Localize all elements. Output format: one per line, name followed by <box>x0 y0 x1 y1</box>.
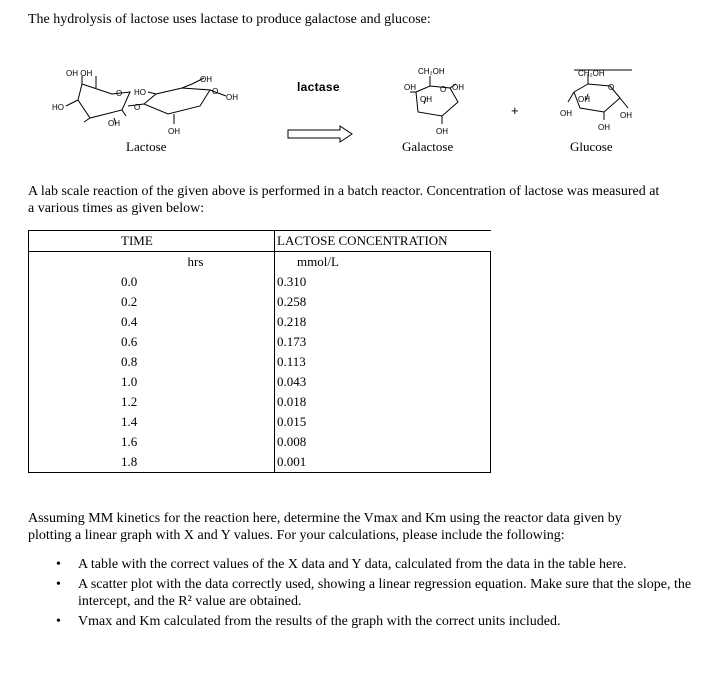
concentration-cell: 0.043 <box>277 374 307 389</box>
concentration-cell: 0.258 <box>277 294 307 309</box>
table-edge-cell <box>29 252 118 273</box>
lactose-structure <box>52 62 257 142</box>
time-cell: 1.4 <box>117 412 275 432</box>
table-edge-cell <box>359 312 491 332</box>
plus-sign: + <box>511 103 519 118</box>
lactose-oh-bottom2-label: OH <box>168 127 180 136</box>
table-edge-cell <box>29 452 118 473</box>
requirement-text: A scatter plot with the data correctly used, showing a linear regression equation. Make sure that the slope, the intercept, and the R² value are obtained. <box>78 577 692 609</box>
table-row <box>29 292 491 312</box>
table-edge-cell <box>359 372 491 392</box>
table-unit-row <box>29 252 491 273</box>
table-edge-cell <box>359 272 491 292</box>
glucose-oh-bottom-label: OH <box>598 123 610 132</box>
table-edge-cell <box>29 412 118 432</box>
time-cell: 0.0 <box>117 272 275 292</box>
concentration-cell: 0.018 <box>277 394 307 409</box>
time-cell: 1.6 <box>117 432 275 452</box>
description-paragraph: A lab scale reaction of the given above is performed in a batch reactor. Concentration of lactose was measured at a various times as given below: <box>28 184 660 216</box>
galactose-structure <box>396 64 476 136</box>
table-header-row <box>29 231 491 252</box>
table-row <box>29 312 491 332</box>
requirement-item <box>56 556 698 573</box>
table-row <box>29 372 491 392</box>
table-edge-cell <box>29 352 118 372</box>
concentration-cell: 0.001 <box>275 452 360 473</box>
time-cell: 0.8 <box>117 352 275 372</box>
table-row <box>29 392 491 412</box>
table-edge-cell <box>29 272 118 292</box>
lactose-ho-left-label: HO <box>52 103 64 112</box>
reaction-scheme <box>0 0 716 170</box>
bullet-icon: • <box>56 577 61 592</box>
table-edge-cell <box>359 252 491 273</box>
glucose-label: Glucose <box>570 139 613 154</box>
time-header: TIME <box>117 231 275 252</box>
table-edge-cell <box>29 332 118 352</box>
requirement-item <box>56 613 698 630</box>
lactose-oh-top-label: OH <box>200 75 212 84</box>
concentration-cell: 0.015 <box>277 414 307 429</box>
glucose-structure <box>558 62 634 136</box>
lactose-oh-right-label: OH <box>226 93 238 102</box>
table-edge-cell <box>359 412 491 432</box>
concentration-cell: 0.173 <box>277 334 307 349</box>
table-body <box>29 231 491 473</box>
table-row <box>29 412 491 432</box>
table-row <box>29 452 491 473</box>
table-edge-cell <box>359 292 491 312</box>
bullet-icon: • <box>56 614 61 629</box>
galactose-label: Galactose <box>402 139 454 154</box>
time-cell: 1.2 <box>117 392 275 412</box>
enzyme-label: lactase <box>297 80 340 94</box>
table-edge-cell <box>29 432 118 452</box>
lactose-data-table <box>28 230 491 473</box>
table-edge-cell <box>29 372 118 392</box>
table-row <box>29 272 491 292</box>
concentration-cell: 0.113 <box>277 354 306 369</box>
galactose-oh-right-label: OH <box>452 83 464 92</box>
instructions-paragraph: Assuming MM kinetics for the reaction here, determine the Vmax and Km using the reactor data given by plotting a linear graph with X and Y values. For your calculations, please include the following: <box>28 511 622 543</box>
table-edge-cell <box>29 312 118 332</box>
time-cell: 1.0 <box>117 372 275 392</box>
glucose-oh-right-label: OH <box>620 111 632 120</box>
table-edge-cell <box>359 332 491 352</box>
concentration-cell: 0.310 <box>277 274 307 289</box>
table-row <box>29 352 491 372</box>
requirement-item <box>56 576 698 610</box>
galactose-ch2oh-label: CH₂OH <box>418 67 445 76</box>
table-edge-cell <box>359 432 491 452</box>
glucose-oh-inner-label: OH <box>578 95 590 104</box>
requirement-text: A table with the correct values of the X data and Y data, calculated from the data in the table here. <box>78 557 627 572</box>
galactose-oh-bottom-label: OH <box>436 127 448 136</box>
bullet-icon: • <box>56 557 61 572</box>
concentration-cell: 0.008 <box>277 434 307 449</box>
time-cell: 1.8 <box>117 452 275 473</box>
table-edge-cell <box>29 231 118 252</box>
time-cell: 0.4 <box>117 312 275 332</box>
lactose-ring-o1-label: O <box>116 89 123 98</box>
lactose-ring-o2-label: O <box>212 87 219 96</box>
lactose-oh-oh-label: OH OH <box>66 69 93 78</box>
lactose-link-o-label: O <box>134 103 141 112</box>
lactose-label: Lactose <box>126 139 167 154</box>
table-row <box>29 332 491 352</box>
time-unit: hrs <box>117 252 275 273</box>
intro-text: The hydrolysis of lactose uses lactase to produce galactose and glucose: <box>28 12 431 27</box>
table-row <box>29 432 491 452</box>
table-edge-cell <box>359 452 491 473</box>
lactose-ho-mid-label: HO <box>134 88 146 97</box>
table-edge-cell <box>359 392 491 412</box>
table-edge-cell <box>29 292 118 312</box>
galactose-oh-left-label: OH <box>404 83 416 92</box>
table-edge-cell <box>29 392 118 412</box>
galactose-oh-inner-label: OH <box>420 95 432 104</box>
glucose-oh-left-label: OH <box>560 109 572 118</box>
concentration-cell: 0.218 <box>277 314 307 329</box>
time-cell: 0.6 <box>117 332 275 352</box>
concentration-unit: mmol/L <box>297 254 339 269</box>
time-cell: 0.2 <box>117 292 275 312</box>
concentration-header: LACTOSE CONCENTRATION <box>275 231 491 252</box>
requirements-list <box>28 556 698 633</box>
reaction-arrow <box>286 124 356 144</box>
glucose-ring-o-label: O <box>608 83 615 92</box>
glucose-ch2oh-label: CH₂OH <box>578 69 605 78</box>
lactose-oh-bottom1-label: OH <box>108 119 120 128</box>
table-edge-cell <box>359 352 491 372</box>
requirement-text: Vmax and Km calculated from the results of the graph with the correct units included. <box>78 614 561 629</box>
galactose-ring-o-label: O <box>440 85 447 94</box>
